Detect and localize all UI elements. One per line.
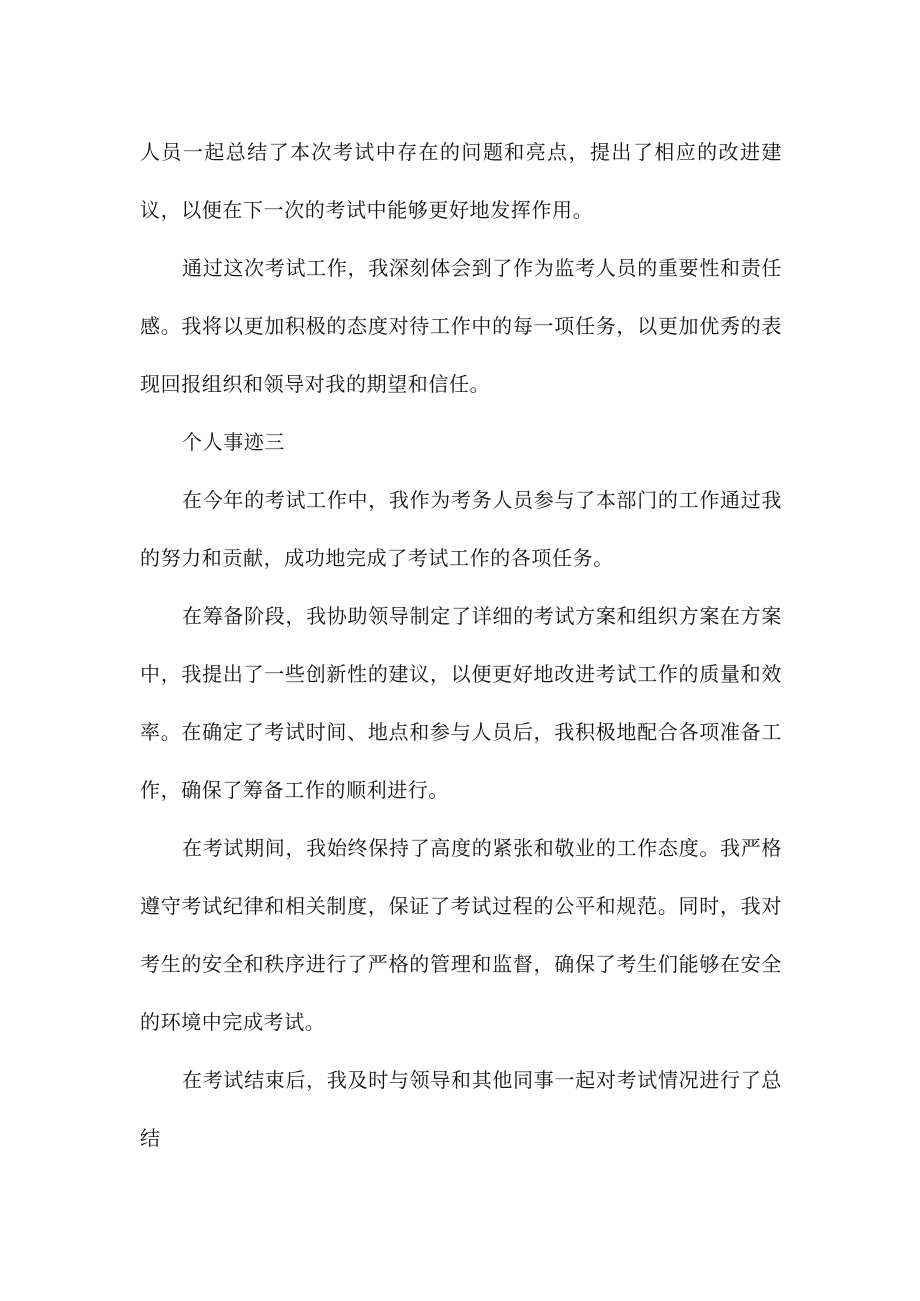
paragraph-exam-period: 在考试期间，我始终保持了高度的紧张和敬业的工作态度。我严格遵守考试纪律和相关制度，保证了考试过程的公平和规范。同时，我对考生的安全和秩序进行了严格的管理和监督，确保了考生们能够在安全的环境中完成考试。 <box>140 836 782 1034</box>
paragraph-continuation: 人员一起总结了本次考试中存在的问题和亮点，提出了相应的改进建议，以便在下一次的考试中能够更好地发挥作用。 <box>140 140 782 222</box>
document-body <box>140 123 782 1167</box>
paragraph-intro: 在今年的考试工作中，我作为考务人员参与了本部门的工作通过我的努力和贡献，成功地完成了考试工作的各项任务。 <box>140 488 782 570</box>
paragraph-reflection: 通过这次考试工作，我深刻体会到了作为监考人员的重要性和责任感。我将以更加积极的态度对待工作中的每一项任务，以更加优秀的表现回报组织和领导对我的期望和信任。 <box>140 256 782 396</box>
paragraph-after-exam: 在考试结束后，我及时与领导和其他同事一起对考试情况进行了总结 <box>140 1068 782 1150</box>
paragraph-preparation: 在筹备阶段，我协助领导制定了详细的考试方案和组织方案在方案中，我提出了一些创新性的建议，以便更好地改进考试工作的质量和效率。在确定了考试时间、地点和参与人员后，我积极地配合各项准备工作，确保了筹备工作的顺利进行。 <box>140 604 782 802</box>
section-heading: 个人事迹三 <box>182 430 285 454</box>
